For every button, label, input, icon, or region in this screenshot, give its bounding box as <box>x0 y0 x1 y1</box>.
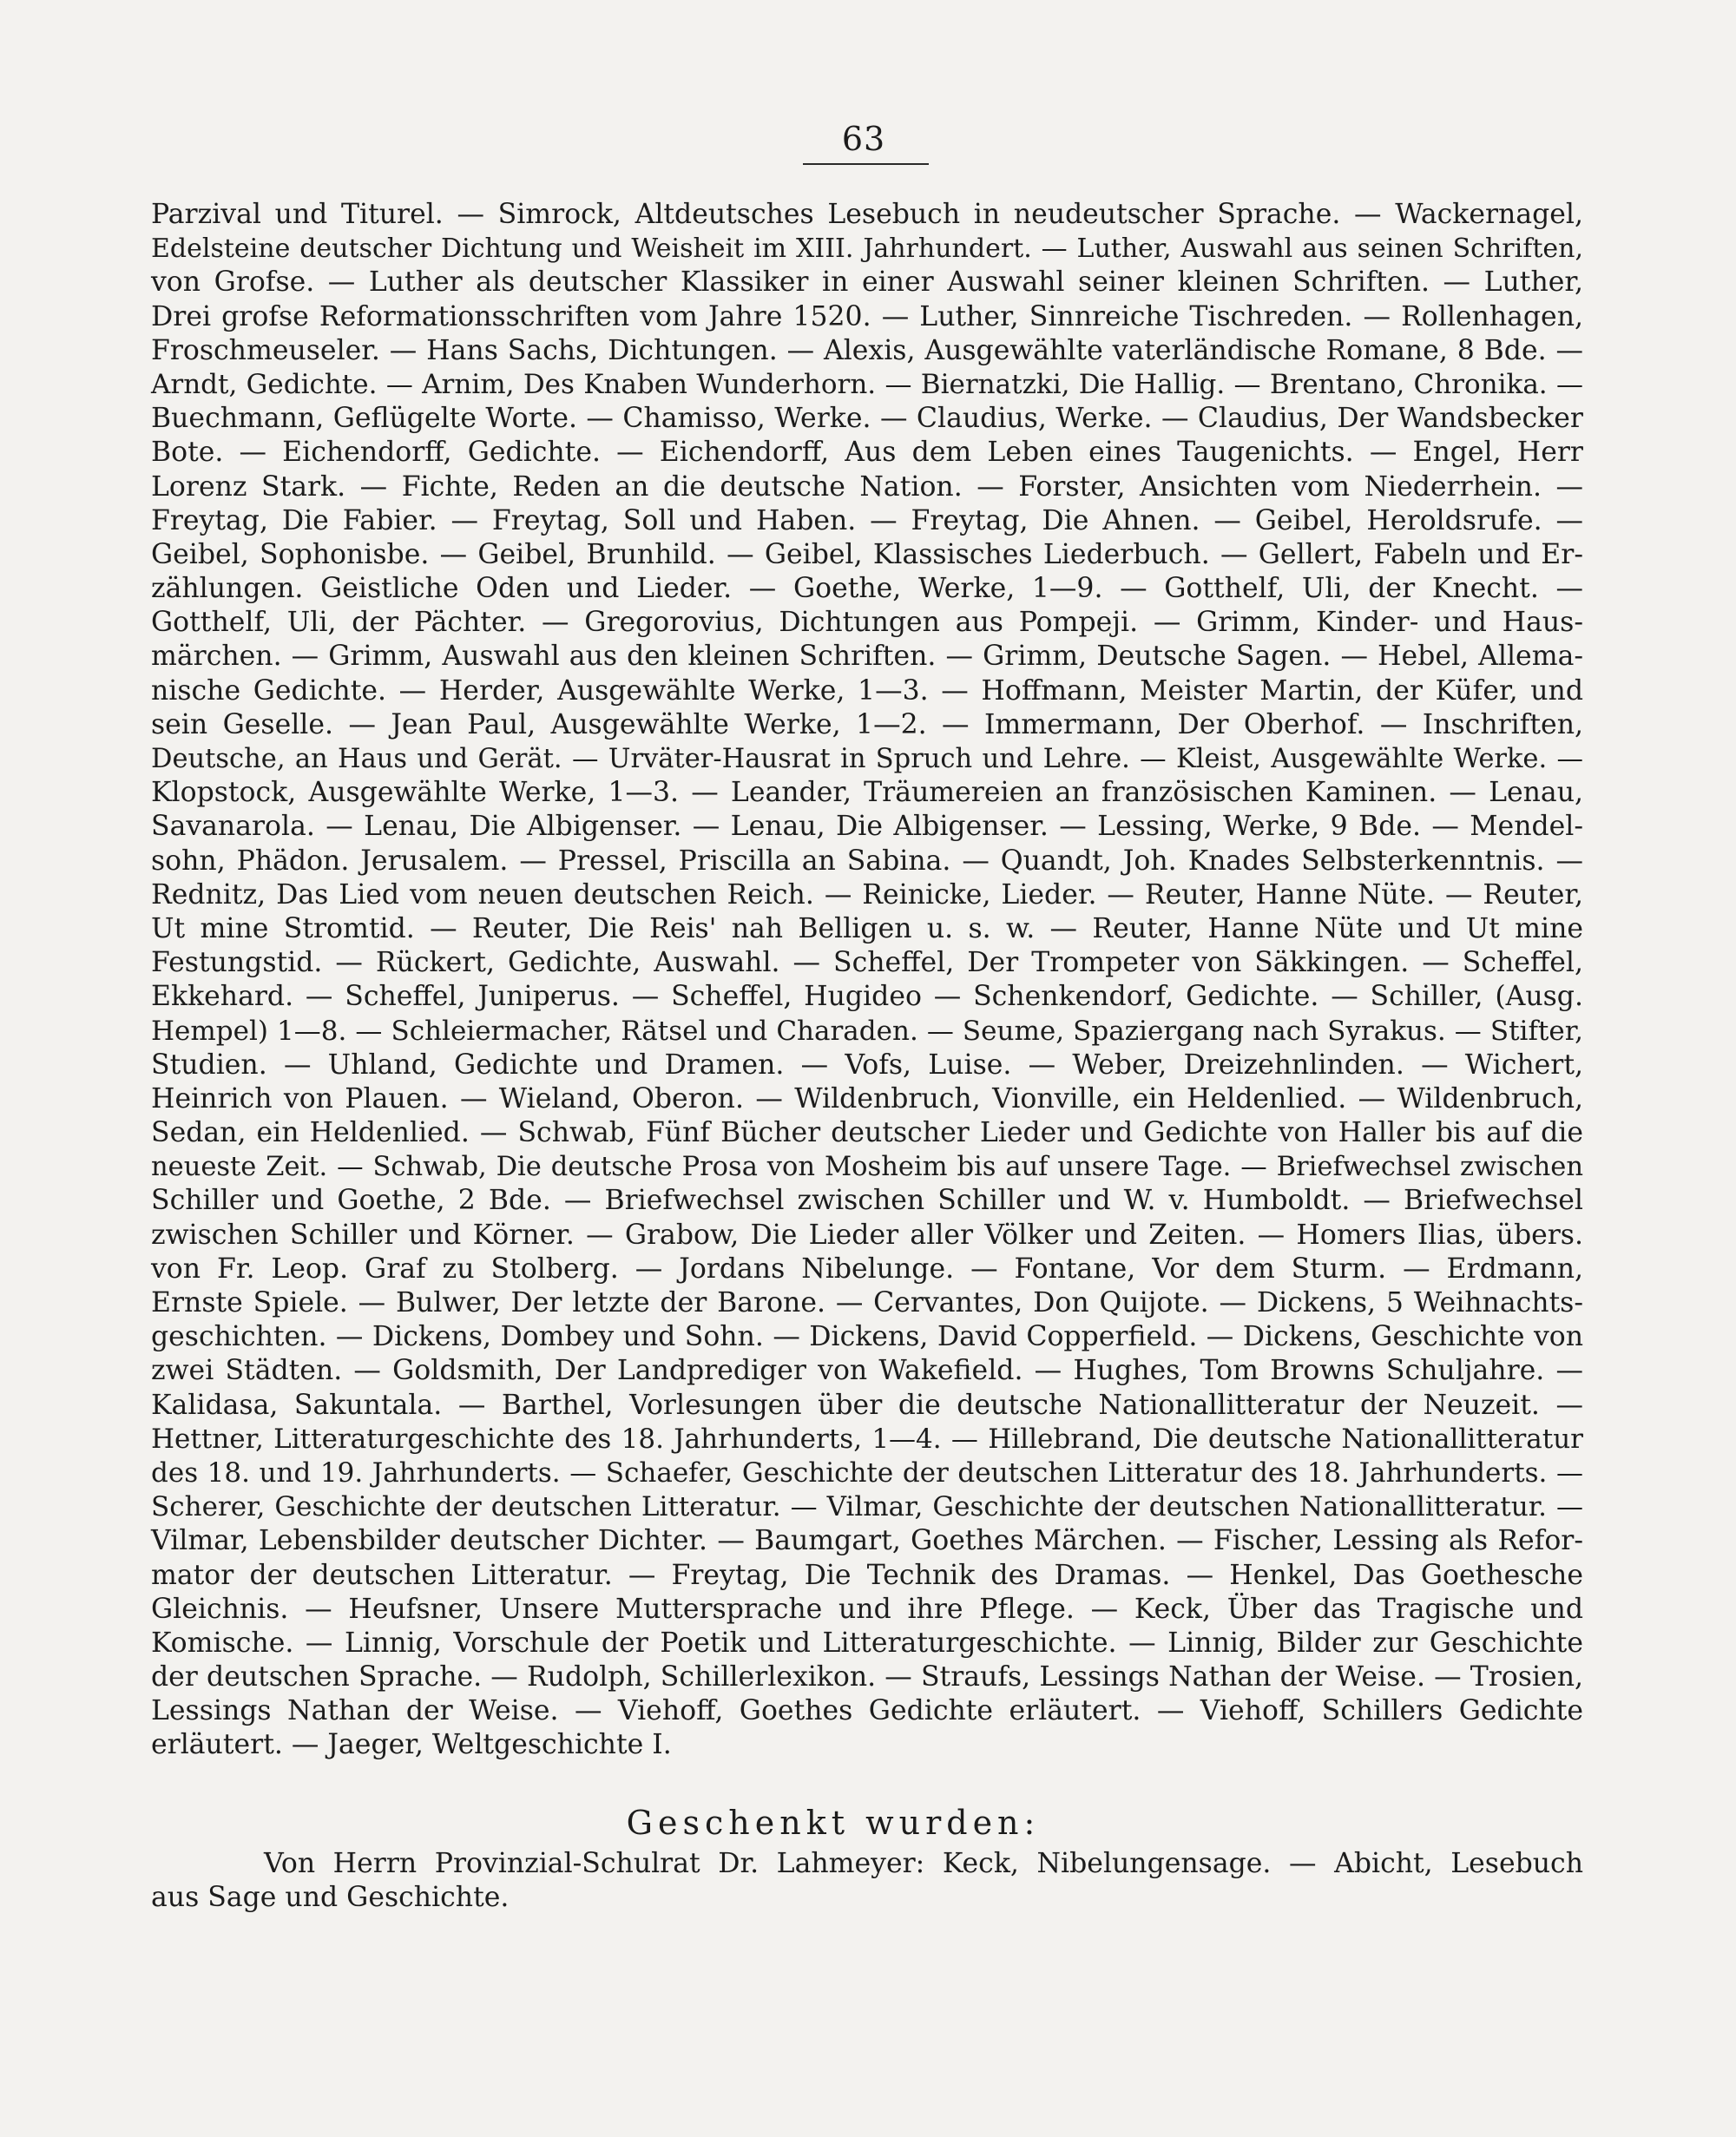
book-list-paragraph <box>151 198 1583 1763</box>
text-line: Ut mine Stromtid. — Reuter, Die Reis' nah Belligen u. s. w. — Reuter, Hanne Nüte und Ut mine <box>151 912 1583 944</box>
text-line: sein Geselle. — Jean Paul, Ausgewählte Werke, 1—2. — Immermann, Der Oberhof. — Inschriften, <box>151 708 1583 740</box>
text-line: Savanarola. — Lenau, Die Albigenser. — Lenau, Die Albigenser. — Lessing, Werke, 9 Bde. — Mendel- <box>151 811 1583 843</box>
text-line: zwischen Schiller und Körner. — Grabow, Die Lieder aller Völker und Zeiten. — Homers Ilias, übers. <box>151 1219 1583 1251</box>
text-line: Studien. — Uhland, Gedichte und Dramen. — Vofs, Luise. — Weber, Dreizehnlinden. — Wichert, <box>151 1049 1583 1081</box>
text-line: Gotthelf, Uli, der Pächter. — Gregorovius, Dichtungen aus Pompeji. — Grimm, Kinder- und Haus- <box>151 607 1583 639</box>
text-line: Festungstid. — Rückert, Gedichte, Auswahl. — Scheffel, Der Trompeter von Säkkingen. — Scheffel, <box>151 947 1583 979</box>
text-line: geschichten. — Dickens, Dombey und Sohn. — Dickens, David Copperfield. — Dickens, Geschichte von <box>151 1321 1583 1353</box>
gift-paragraph <box>151 1847 1583 1915</box>
page-number-rule <box>803 163 929 165</box>
text-line: Von Herrn Provinzial-Schulrat Dr. Lahmeyer: Keck, Nibelungensage. — Abicht, Lesebuch <box>264 1848 1583 1879</box>
text-line: neueste Zeit. — Schwab, Die deutsche Prosa von Mosheim bis auf unsere Tage. — Briefwechsel zwischen <box>151 1152 1583 1183</box>
text-line: Vilmar, Lebensbilder deutscher Dichter. — Baumgart, Goethes Märchen. — Fischer, Lessing als Refor- <box>151 1525 1583 1557</box>
text-line: zählungen. Geistliche Oden und Lieder. — Goethe, Werke, 1—9. — Gotthelf, Uli, der Knecht. — <box>151 573 1583 605</box>
text-line: Arndt, Gedichte. — Arnim, Des Knaben Wunderhorn. — Biernatzki, Die Hallig. — Brentano, Chronika. — <box>151 368 1583 400</box>
text-line: Heinrich von Plauen. — Wieland, Oberon. — Wildenbruch, Vionville, ein Heldenlied. — Wildenbruch, <box>151 1082 1583 1115</box>
text-line: Kalidasa, Sakuntala. — Barthel, Vorlesungen über die deutsche Nationallitteratur der Neuzeit. — <box>151 1389 1583 1421</box>
text-line: Hempel) 1—8. — Schleiermacher, Rätsel und Charaden. — Seume, Spaziergang nach Syrakus. — Stifter, <box>151 1015 1583 1047</box>
text-line: Schiller und Goethe, 2 Bde. — Briefwechsel zwischen Schiller und W. v. Humboldt. — Briefwechsel <box>151 1185 1583 1217</box>
page-number: 63 <box>841 120 886 158</box>
text-line: Gleichnis. — Heufsner, Unsere Muttersprache und ihre Pflege. — Keck, Über das Tragische und <box>151 1593 1583 1625</box>
text-line: Buechmann, Geflügelte Worte. — Chamisso, Werke. — Claudius, Werke. — Claudius, Der Wandsbecker <box>151 403 1583 435</box>
text-line: Lessings Nathan der Weise. — Viehoff, Goethes Gedichte erläutert. — Viehoff, Schillers Gedichte <box>151 1695 1583 1727</box>
text-line: Ernste Spiele. — Bulwer, Der letzte der Barone. — Cervantes, Don Quijote. — Dickens, 5 Weihnachts- <box>151 1287 1583 1318</box>
text-line: Edelsteine deutscher Dichtung und Weisheit im XIII. Jahrhundert. — Luther, Auswahl aus seinen Schriften, <box>151 233 1583 265</box>
text-line: Ekkehard. — Scheffel, Juniperus. — Scheffel, Hugideo — Schenkendorf, Gedichte. — Schiller, (Ausg. <box>151 981 1583 1013</box>
text-line: Deutsche, an Haus und Gerät. — Urväter-Hausrat in Spruch und Lehre. — Kleist, Ausgewählte Werke. — <box>151 744 1583 774</box>
text-line: erläutert. — Jaeger, Weltgeschichte I. <box>151 1729 672 1761</box>
text-line: der deutschen Sprache. — Rudolph, Schillerlexikon. — Straufs, Lessings Nathan der Weise. — Trosien, <box>151 1661 1583 1693</box>
text-line: von Grofse. — Luther als deutscher Klassiker in einer Auswahl seiner kleinen Schriften. — Luther, <box>151 266 1583 299</box>
text-line: Klopstock, Ausgewählte Werke, 1—3. — Leander, Träumereien an französischen Kaminen. — Lenau, <box>151 777 1583 809</box>
text-line: mator der deutschen Litteratur. — Freytag, Die Technik des Dramas. — Henkel, Das Goethesche <box>151 1559 1583 1591</box>
text-line: Komische. — Linnig, Vorschule der Poetik und Litteraturgeschichte. — Linnig, Bilder zur Geschichte <box>151 1627 1583 1659</box>
text-line: Bote. — Eichendorff, Gedichte. — Eichendorff, Aus dem Leben eines Taugenichts. — Engel, Herr <box>151 437 1583 469</box>
text-line: des 18. und 19. Jahrhunderts. — Schaefer, Geschichte der deutschen Litteratur des 18. Jahrhunderts. — <box>151 1456 1583 1489</box>
text-line: Parzival und Titurel. — Simrock, Altdeutsches Lesebuch in neudeutscher Sprache. — Wackernagel, <box>151 199 1583 230</box>
text-line: Geibel, Sophonisbe. — Geibel, Brunhild. — Geibel, Klassisches Liederbuch. — Gellert, Fabeln und Er- <box>151 538 1583 570</box>
text-line: nische Gedichte. — Herder, Ausgewählte Werke, 1—3. — Hoffmann, Meister Martin, der Küfer, und <box>151 674 1583 707</box>
text-line: Rednitz, Das Lied vom neuen deutschen Reich. — Reinicke, Lieder. — Reuter, Hanne Nüte. — Reuter, <box>151 878 1583 911</box>
text-line: von Fr. Leop. Graf zu Stolberg. — Jordans Nibelunge. — Fontane, Vor dem Sturm. — Erdmann, <box>151 1253 1583 1285</box>
text-line: Froschmeuseler. — Hans Sachs, Dichtungen. — Alexis, Ausgewählte vaterländische Romane, 8 Bde. — <box>151 334 1583 366</box>
text-line: Hettner, Litteraturgeschichte des 18. Jahrhunderts, 1—4. — Hillebrand, Die deutsche Nationallitteratur <box>151 1423 1583 1455</box>
section-heading: Geschenkt wurden: <box>626 1804 1041 1842</box>
text-line: aus Sage und Geschichte. <box>151 1882 510 1914</box>
text-line: Lorenz Stark. — Fichte, Reden an die deutsche Nation. — Forster, Ansichten vom Niederrhein. — <box>151 470 1583 503</box>
text-line: zwei Städten. — Goldsmith, Der Landprediger von Wakefield. — Hughes, Tom Browns Schuljahre. — <box>151 1355 1583 1387</box>
text-line: Sedan, ein Heldenlied. — Schwab, Fünf Bücher deutscher Lieder und Gedichte von Haller bis auf die <box>151 1117 1583 1149</box>
text-line: Drei grofse Reformationsschriften vom Jahre 1520. — Luther, Sinnreiche Tischreden. — Rollenhagen, <box>151 300 1583 332</box>
text-line: märchen. — Grimm, Auswahl aus den kleinen Schriften. — Grimm, Deutsche Sagen. — Hebel, Allema- <box>151 641 1583 673</box>
text-line: sohn, Phädon. Jerusalem. — Pressel, Priscilla an Sabina. — Quandt, Joh. Knades Selbsterkenntnis. — <box>151 845 1583 877</box>
text-line: Scherer, Geschichte der deutschen Litteratur. — Vilmar, Geschichte der deutschen Nationallitteratur. — <box>151 1491 1583 1523</box>
text-line: Freytag, Die Fabier. — Freytag, Soll und Haben. — Freytag, Die Ahnen. — Geibel, Heroldsrufe. — <box>151 504 1583 536</box>
